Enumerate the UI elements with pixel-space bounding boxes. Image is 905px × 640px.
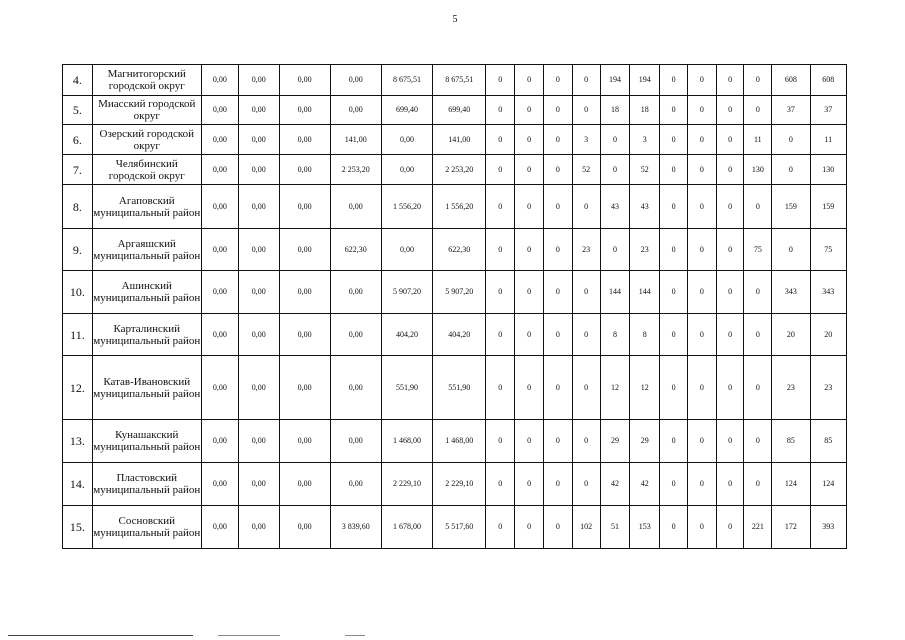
table-cell: 551,90 xyxy=(433,356,486,420)
table-cell: 0 xyxy=(544,96,573,125)
table-cell: 0,00 xyxy=(201,185,238,229)
table-cell: 0,00 xyxy=(238,96,279,125)
table-cell: 20 xyxy=(772,314,810,356)
table-cell: 159 xyxy=(810,185,846,229)
table-cell: 0,00 xyxy=(279,271,330,314)
table-cell: 8 675,51 xyxy=(433,65,486,96)
table-cell: 0 xyxy=(515,356,544,420)
table-cell: 0 xyxy=(687,155,716,185)
table-cell: 0 xyxy=(687,229,716,271)
table-cell: 0 xyxy=(660,185,688,229)
table-cell: 23 xyxy=(630,229,660,271)
table-cell: 20 xyxy=(810,314,846,356)
table-cell: 42 xyxy=(600,463,630,506)
row-number: 9. xyxy=(63,229,93,271)
table-cell: 0,00 xyxy=(279,185,330,229)
table-cell: 0 xyxy=(660,65,688,96)
table-cell: 0 xyxy=(744,463,772,506)
table-row xyxy=(63,463,847,506)
table-cell: 0,00 xyxy=(201,65,238,96)
table-cell: 0,00 xyxy=(201,356,238,420)
table-cell: 343 xyxy=(810,271,846,314)
table-cell: 0 xyxy=(744,271,772,314)
table-cell: 29 xyxy=(630,420,660,463)
table-row xyxy=(63,96,847,125)
table-cell: 0,00 xyxy=(279,229,330,271)
table-cell: 393 xyxy=(810,506,846,549)
table-cell: 0 xyxy=(660,314,688,356)
table-cell: 0 xyxy=(486,314,515,356)
table-cell: 0,00 xyxy=(201,229,238,271)
table-cell: 0 xyxy=(486,356,515,420)
table-cell: 0 xyxy=(716,185,744,229)
table-cell: 172 xyxy=(772,506,810,549)
table-cell: 0 xyxy=(687,271,716,314)
table-cell: 0 xyxy=(744,356,772,420)
table-cell: 8 675,51 xyxy=(381,65,432,96)
table-cell: 3 xyxy=(630,125,660,155)
table-cell: 0,00 xyxy=(238,125,279,155)
table-cell: 0 xyxy=(660,155,688,185)
table-cell: 0 xyxy=(716,314,744,356)
table-cell: 0,00 xyxy=(381,125,432,155)
table-cell: 0 xyxy=(544,229,573,271)
table-cell: 0 xyxy=(515,155,544,185)
row-number: 6. xyxy=(63,125,93,155)
table-cell: 0 xyxy=(687,463,716,506)
table-cell: 144 xyxy=(630,271,660,314)
table-cell: 0 xyxy=(572,463,600,506)
table-cell: 0 xyxy=(687,125,716,155)
table-cell: 0 xyxy=(716,155,744,185)
table-cell: 0 xyxy=(572,185,600,229)
table-cell: 0,00 xyxy=(330,463,381,506)
table-cell: 0 xyxy=(716,463,744,506)
table-cell: 159 xyxy=(772,185,810,229)
table-cell: 0,00 xyxy=(201,506,238,549)
table-cell: 0 xyxy=(572,96,600,125)
table-cell: 0,00 xyxy=(330,65,381,96)
table-cell: 404,20 xyxy=(433,314,486,356)
municipality-name: Катав-Ивановский муниципальный район xyxy=(92,356,201,420)
table-cell: 3 xyxy=(572,125,600,155)
table-row xyxy=(63,125,847,155)
table-cell: 0,00 xyxy=(238,314,279,356)
table-cell: 0 xyxy=(515,125,544,155)
table-cell: 5 907,20 xyxy=(433,271,486,314)
table-cell: 0 xyxy=(772,155,810,185)
row-number: 12. xyxy=(63,356,93,420)
table-cell: 0,00 xyxy=(279,314,330,356)
table-cell: 1 678,00 xyxy=(381,506,432,549)
row-number: 10. xyxy=(63,271,93,314)
table-cell: 0,00 xyxy=(279,463,330,506)
table-cell: 0 xyxy=(486,506,515,549)
table-cell: 0 xyxy=(515,314,544,356)
table-cell: 0 xyxy=(486,125,515,155)
table-cell: 0,00 xyxy=(238,420,279,463)
table-cell: 221 xyxy=(744,506,772,549)
table-cell: 622,30 xyxy=(433,229,486,271)
table-row xyxy=(63,356,847,420)
table-cell: 0,00 xyxy=(330,185,381,229)
table-cell: 0,00 xyxy=(279,506,330,549)
table-cell: 2 229,10 xyxy=(381,463,432,506)
table-cell: 23 xyxy=(772,356,810,420)
table-cell: 0,00 xyxy=(279,155,330,185)
table-cell: 0 xyxy=(716,506,744,549)
table-cell: 0,00 xyxy=(330,96,381,125)
table-cell: 0 xyxy=(486,185,515,229)
table-cell: 42 xyxy=(630,463,660,506)
table-cell: 0 xyxy=(486,420,515,463)
municipality-name: Кунашакский муниципальный район xyxy=(92,420,201,463)
table-cell: 0 xyxy=(687,96,716,125)
table-cell: 0 xyxy=(544,506,573,549)
table-cell: 1 556,20 xyxy=(433,185,486,229)
table-row xyxy=(63,65,847,96)
table-cell: 0,00 xyxy=(201,463,238,506)
table-cell: 0,00 xyxy=(201,125,238,155)
table-cell: 5 907,20 xyxy=(381,271,432,314)
table-cell: 5 517,60 xyxy=(433,506,486,549)
table-cell: 124 xyxy=(772,463,810,506)
row-number: 14. xyxy=(63,463,93,506)
table-cell: 0 xyxy=(515,271,544,314)
table-cell: 0 xyxy=(660,125,688,155)
table-cell: 0,00 xyxy=(279,356,330,420)
table-cell: 0 xyxy=(544,155,573,185)
table-cell: 43 xyxy=(600,185,630,229)
table-cell: 0 xyxy=(660,463,688,506)
table-cell: 0 xyxy=(515,229,544,271)
table-cell: 0 xyxy=(486,65,515,96)
table-cell: 0,00 xyxy=(238,506,279,549)
table-cell: 18 xyxy=(630,96,660,125)
table-cell: 0,00 xyxy=(279,65,330,96)
table-cell: 2 253,20 xyxy=(433,155,486,185)
table-cell: 0 xyxy=(716,420,744,463)
table-cell: 124 xyxy=(810,463,846,506)
table-cell: 0 xyxy=(772,229,810,271)
table-cell: 0 xyxy=(660,420,688,463)
table-cell: 0,00 xyxy=(201,420,238,463)
table-cell: 102 xyxy=(572,506,600,549)
table-cell: 0 xyxy=(572,356,600,420)
table-cell: 85 xyxy=(810,420,846,463)
municipality-name: Миасский городской округ xyxy=(92,96,201,125)
table-cell: 0,00 xyxy=(238,463,279,506)
table-cell: 0,00 xyxy=(381,229,432,271)
table-cell: 608 xyxy=(772,65,810,96)
municipality-name: Ашинский муниципальный район xyxy=(92,271,201,314)
table-cell: 0 xyxy=(716,125,744,155)
municipality-name: Сосновский муниципальный район xyxy=(92,506,201,549)
municipality-name: Карталинский муниципальный район xyxy=(92,314,201,356)
table-cell: 52 xyxy=(630,155,660,185)
table-row xyxy=(63,229,847,271)
row-number: 8. xyxy=(63,185,93,229)
table-cell: 0,00 xyxy=(201,271,238,314)
table-cell: 0 xyxy=(572,314,600,356)
table-cell: 75 xyxy=(810,229,846,271)
table-cell: 130 xyxy=(744,155,772,185)
table-cell: 194 xyxy=(600,65,630,96)
table-cell: 0 xyxy=(687,185,716,229)
table-row xyxy=(63,314,847,356)
row-number: 7. xyxy=(63,155,93,185)
table-row xyxy=(63,506,847,549)
table-cell: 0 xyxy=(515,420,544,463)
table-cell: 12 xyxy=(630,356,660,420)
municipality-name: Пластовский муниципальный район xyxy=(92,463,201,506)
table-cell: 130 xyxy=(810,155,846,185)
table-cell: 23 xyxy=(810,356,846,420)
municipality-name: Агаповский муниципальный район xyxy=(92,185,201,229)
table-cell: 0,00 xyxy=(279,125,330,155)
row-number: 15. xyxy=(63,506,93,549)
table-cell: 85 xyxy=(772,420,810,463)
table-cell: 0,00 xyxy=(238,356,279,420)
table-cell: 0 xyxy=(716,271,744,314)
table-cell: 0,00 xyxy=(279,420,330,463)
table-cell: 0 xyxy=(744,96,772,125)
table-cell: 0 xyxy=(515,65,544,96)
table-cell: 0 xyxy=(572,65,600,96)
table-cell: 0 xyxy=(772,125,810,155)
table-cell: 0 xyxy=(486,96,515,125)
table-cell: 0 xyxy=(716,96,744,125)
row-number: 5. xyxy=(63,96,93,125)
table-row xyxy=(63,271,847,314)
table-cell: 0,00 xyxy=(201,96,238,125)
table-cell: 0,00 xyxy=(330,271,381,314)
table-cell: 0 xyxy=(600,229,630,271)
municipality-name: Аргаяшский муниципальный район xyxy=(92,229,201,271)
page-number: 5 xyxy=(452,14,458,25)
table-cell: 0 xyxy=(572,420,600,463)
table-row xyxy=(63,420,847,463)
table-cell: 0 xyxy=(716,65,744,96)
table-cell: 0 xyxy=(544,356,573,420)
table-cell: 2 253,20 xyxy=(330,155,381,185)
table-cell: 18 xyxy=(600,96,630,125)
footer-rule xyxy=(345,635,365,636)
table-cell: 0 xyxy=(515,463,544,506)
data-table xyxy=(62,64,847,549)
row-number: 11. xyxy=(63,314,93,356)
table-row xyxy=(63,185,847,229)
municipality-name: Магнитогорский городской округ xyxy=(92,65,201,96)
table-cell: 0 xyxy=(716,356,744,420)
table-cell: 0 xyxy=(544,314,573,356)
table-cell: 0 xyxy=(486,229,515,271)
table-cell: 11 xyxy=(744,125,772,155)
table-cell: 37 xyxy=(810,96,846,125)
table-cell: 0 xyxy=(744,65,772,96)
table-cell: 29 xyxy=(600,420,630,463)
table-cell: 0 xyxy=(687,65,716,96)
table-cell: 0 xyxy=(660,356,688,420)
table-cell: 1 468,00 xyxy=(433,420,486,463)
table-cell: 8 xyxy=(600,314,630,356)
table-cell: 1 468,00 xyxy=(381,420,432,463)
table-cell: 0 xyxy=(687,420,716,463)
table-cell: 2 229,10 xyxy=(433,463,486,506)
table-cell: 0 xyxy=(544,463,573,506)
table-cell: 0 xyxy=(660,229,688,271)
table-cell: 52 xyxy=(572,155,600,185)
table-cell: 0,00 xyxy=(381,155,432,185)
table-cell: 0,00 xyxy=(201,155,238,185)
table-cell: 3 839,60 xyxy=(330,506,381,549)
table-cell: 12 xyxy=(600,356,630,420)
table-cell: 0,00 xyxy=(238,271,279,314)
table-cell: 0,00 xyxy=(238,155,279,185)
table-cell: 0 xyxy=(687,314,716,356)
row-number: 4. xyxy=(63,65,93,96)
table-cell: 144 xyxy=(600,271,630,314)
table-cell: 0 xyxy=(716,229,744,271)
table-cell: 141,00 xyxy=(330,125,381,155)
table-cell: 0,00 xyxy=(201,314,238,356)
table-cell: 0 xyxy=(687,356,716,420)
table-cell: 0 xyxy=(544,65,573,96)
table-cell: 0,00 xyxy=(238,185,279,229)
table-body xyxy=(63,65,847,549)
row-number: 13. xyxy=(63,420,93,463)
table-cell: 0 xyxy=(600,155,630,185)
table-cell: 23 xyxy=(572,229,600,271)
table-cell: 699,40 xyxy=(381,96,432,125)
table-row xyxy=(63,155,847,185)
table-cell: 343 xyxy=(772,271,810,314)
table-cell: 551,90 xyxy=(381,356,432,420)
table-cell: 153 xyxy=(630,506,660,549)
table-cell: 0 xyxy=(486,463,515,506)
table-cell: 51 xyxy=(600,506,630,549)
table-cell: 0 xyxy=(660,506,688,549)
table-cell: 0 xyxy=(544,271,573,314)
table-cell: 0,00 xyxy=(279,96,330,125)
table-cell: 608 xyxy=(810,65,846,96)
table-cell: 0,00 xyxy=(330,314,381,356)
table-cell: 0 xyxy=(486,155,515,185)
table-cell: 0 xyxy=(572,271,600,314)
table-cell: 0,00 xyxy=(330,420,381,463)
table-cell: 43 xyxy=(630,185,660,229)
footer-rule xyxy=(8,635,193,636)
table-cell: 0 xyxy=(744,420,772,463)
table-cell: 0 xyxy=(544,420,573,463)
table-cell: 0 xyxy=(515,96,544,125)
table-cell: 0 xyxy=(660,271,688,314)
footer-rule xyxy=(218,635,280,636)
table-cell: 141,00 xyxy=(433,125,486,155)
table-cell: 37 xyxy=(772,96,810,125)
table-cell: 622,30 xyxy=(330,229,381,271)
table-cell: 0 xyxy=(744,314,772,356)
table-cell: 0,00 xyxy=(330,356,381,420)
table-cell: 0 xyxy=(687,506,716,549)
table-cell: 0,00 xyxy=(238,229,279,271)
table-cell: 0 xyxy=(744,185,772,229)
table-cell: 404,20 xyxy=(381,314,432,356)
table-cell: 194 xyxy=(630,65,660,96)
table-cell: 699,40 xyxy=(433,96,486,125)
table-cell: 0 xyxy=(544,125,573,155)
table-cell: 0 xyxy=(515,506,544,549)
table-cell: 0 xyxy=(600,125,630,155)
municipality-name: Озерский городской округ xyxy=(92,125,201,155)
table-cell: 8 xyxy=(630,314,660,356)
table-cell: 0 xyxy=(515,185,544,229)
table-cell: 0 xyxy=(544,185,573,229)
table-cell: 0,00 xyxy=(238,65,279,96)
table-cell: 0 xyxy=(660,96,688,125)
table-cell: 11 xyxy=(810,125,846,155)
municipality-name: Челябинский городской округ xyxy=(92,155,201,185)
table-cell: 75 xyxy=(744,229,772,271)
table-cell: 0 xyxy=(486,271,515,314)
table-cell: 1 556,20 xyxy=(381,185,432,229)
